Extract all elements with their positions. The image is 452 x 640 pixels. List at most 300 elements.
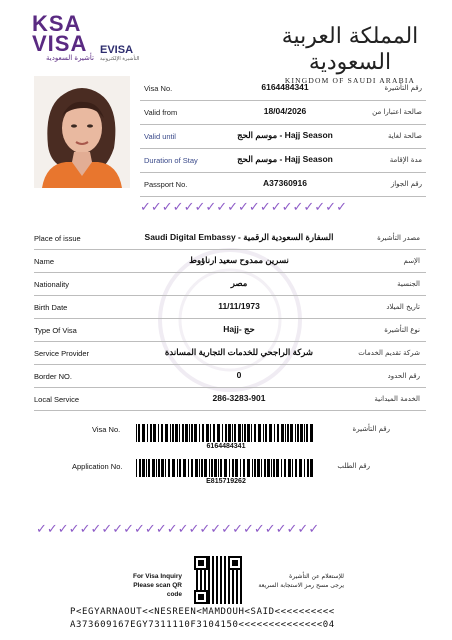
barcode-bar: [195, 459, 198, 477]
barcode-bar: [224, 459, 227, 477]
field-value: 0: [236, 370, 242, 380]
qr-module: [216, 588, 218, 590]
barcode-bar: [191, 459, 193, 477]
barcode-bar: [232, 459, 234, 477]
qr-module: [240, 572, 242, 574]
barcode-bar: [158, 459, 160, 477]
qr-module: [216, 556, 218, 558]
qr-module: [212, 564, 214, 566]
application-number-barcode: [136, 459, 316, 477]
barcode-bar: [139, 459, 141, 477]
qr-module: [220, 568, 222, 570]
qr-module: [216, 584, 218, 586]
qr-module: [208, 600, 210, 602]
qr-module: [212, 566, 214, 568]
qr-module: [208, 586, 210, 588]
barcode-visa-label-arabic: رقم التأشيرة: [352, 425, 390, 433]
barcode-bar: [261, 459, 262, 477]
field-label-arabic: شركة تقديم الخدمات: [358, 349, 420, 357]
qr-module: [212, 570, 214, 572]
inquiry-line2: Please scan QR code: [133, 582, 182, 598]
evisa-title: EVISA: [100, 44, 134, 56]
field-label-arabic: تاريخ الميلاد: [386, 303, 420, 311]
barcode-bar: [138, 424, 140, 442]
qr-module: [224, 586, 226, 588]
qr-module: [208, 578, 210, 580]
qr-module: [212, 582, 214, 584]
qr-module: [216, 598, 218, 600]
qr-module: [200, 588, 202, 590]
field-duration-of-stay: [140, 148, 426, 173]
qr-module: [236, 590, 238, 592]
qr-module: [208, 574, 210, 576]
barcode-bar: [225, 424, 227, 442]
field-label-arabic: صالحة اعتبارا من: [372, 108, 422, 116]
qr-module: [200, 574, 202, 576]
qr-module: [200, 580, 202, 582]
barcode-bar: [191, 424, 193, 442]
qr-module: [224, 570, 226, 572]
qr-module: [232, 578, 234, 580]
visa-inquiry-text: [118, 572, 182, 599]
qr-module: [228, 598, 230, 600]
field-value: Hajj- حج: [223, 324, 255, 334]
qr-module: [228, 594, 230, 596]
qr-module: [216, 568, 218, 570]
barcode-bar: [228, 424, 231, 442]
qr-module: [216, 596, 218, 598]
qr-module: [220, 586, 222, 588]
qr-module: [220, 576, 222, 578]
barcode-application-number: E815719262: [206, 478, 246, 485]
barcode-bar: [161, 424, 163, 442]
qr-module: [220, 558, 222, 560]
field-value: موسم الحج - Hajj Season: [237, 130, 333, 140]
qr-module: [240, 592, 242, 594]
qr-module: [216, 574, 218, 576]
field-border-no: [34, 364, 426, 388]
field-label: Birth Date: [34, 303, 68, 312]
qr-module: [240, 590, 242, 592]
barcode-bar: [210, 424, 211, 442]
barcode-bar: [153, 424, 156, 442]
field-value: موسم الحج - Hajj Season: [237, 154, 333, 164]
qr-module: [236, 578, 238, 580]
barcode-bar: [147, 424, 148, 442]
qr-module: [236, 572, 238, 574]
qr-module: [196, 576, 198, 578]
qr-module: [212, 576, 214, 578]
barcode-bar: [211, 459, 213, 477]
barcode-bar: [274, 424, 275, 442]
field-label: Service Provider: [34, 349, 90, 358]
qr-module: [200, 570, 202, 572]
qr-module: [220, 590, 222, 592]
barcode-bar: [177, 459, 178, 477]
qr-module: [236, 582, 238, 584]
barcode-visa-label: Visa No.: [92, 425, 121, 434]
qr-module: [240, 570, 242, 572]
qr-module: [236, 598, 238, 600]
qr-module: [240, 582, 242, 584]
qr-module: [204, 578, 206, 580]
field-label-arabic: الخدمة الميدانية: [374, 395, 420, 403]
qr-module: [212, 572, 214, 574]
qr-module: [240, 576, 242, 578]
kingdom-name-english: KINGDOM OF SAUDI ARABIA: [284, 76, 416, 85]
qr-module: [216, 586, 218, 588]
ksa-logo-tagline: تأشيرة السعودية: [46, 54, 94, 62]
barcode-bar: [136, 424, 137, 442]
qr-module: [212, 560, 214, 562]
field-label: Name: [34, 257, 55, 266]
field-valid-until: [140, 124, 426, 149]
qr-module: [236, 592, 238, 594]
qr-module: [208, 582, 210, 584]
field-value: 286-3283-901: [212, 393, 266, 403]
qr-module: [208, 558, 210, 560]
qr-module: [200, 578, 202, 580]
qr-module: [232, 576, 234, 578]
barcode-bar: [185, 424, 188, 442]
qr-module: [216, 570, 218, 572]
barcode-bar: [254, 459, 256, 477]
qr-module: [208, 588, 210, 590]
qr-module: [240, 574, 242, 576]
qr-module: [220, 598, 222, 600]
qr-module: [224, 598, 226, 600]
qr-module: [228, 602, 230, 604]
qr-module: [224, 566, 226, 568]
visa-inquiry-text-arabic: [254, 572, 344, 590]
barcode-bar: [148, 459, 150, 477]
qr-module: [224, 600, 226, 602]
barcode-bar: [234, 424, 236, 442]
barcode-bar: [156, 459, 157, 477]
barcode-bar: [235, 459, 238, 477]
qr-module: [198, 560, 204, 566]
barcode-bar: [281, 459, 282, 477]
barcode-bar: [251, 424, 252, 442]
qr-module: [232, 586, 234, 588]
barcode-bar: [310, 459, 313, 477]
qr-module: [236, 602, 238, 604]
qr-module: [220, 588, 222, 590]
qr-module: [220, 594, 222, 596]
barcode-bar: [158, 424, 159, 442]
qr-module: [204, 586, 206, 588]
barcode-bar: [267, 459, 270, 477]
qr-module: [208, 594, 210, 596]
field-value: Saudi Digital Embassy - السفارة السعودية الرقمية: [144, 232, 334, 242]
barcode-bar: [295, 459, 297, 477]
barcode-bar: [165, 459, 166, 477]
qr-module: [232, 570, 234, 572]
field-label: Valid from: [144, 108, 178, 117]
barcode-bar: [281, 424, 284, 442]
field-label: Visa No.: [144, 84, 173, 93]
qr-module: [204, 588, 206, 590]
qr-module: [240, 584, 242, 586]
security-ticks-top: ✓✓✓✓✓✓✓✓✓✓✓✓✓✓✓✓✓✓✓: [140, 200, 347, 214]
qr-module: [200, 582, 202, 584]
barcode-bar: [288, 459, 291, 477]
barcode-bar: [142, 424, 145, 442]
qr-module: [212, 574, 214, 576]
qr-module: [228, 590, 230, 592]
field-birth-date: [34, 295, 426, 319]
qr-module: [240, 588, 242, 590]
qr-module: [236, 600, 238, 602]
qr-module: [212, 588, 214, 590]
barcode-bar: [292, 459, 293, 477]
barcode-bar: [254, 424, 256, 442]
barcode-bar: [252, 459, 253, 477]
qr-module: [228, 582, 230, 584]
inquiry-qr-code[interactable]: [194, 556, 242, 604]
qr-module: [228, 576, 230, 578]
qr-module: [208, 584, 210, 586]
qr-module: [196, 586, 198, 588]
qr-module: [204, 584, 206, 586]
barcode-bar: [165, 424, 168, 442]
qr-module: [228, 592, 230, 594]
qr-module: [236, 594, 238, 596]
barcode-bar: [182, 424, 184, 442]
qr-module: [224, 596, 226, 598]
qr-module: [228, 574, 230, 576]
qr-module: [216, 578, 218, 580]
barcode-bar: [287, 424, 289, 442]
qr-module: [228, 588, 230, 590]
qr-module: [220, 596, 222, 598]
qr-module: [208, 566, 210, 568]
qr-module: [224, 578, 226, 580]
qr-module: [220, 600, 222, 602]
qr-module: [212, 590, 214, 592]
qr-module: [232, 590, 234, 592]
qr-module: [212, 578, 214, 580]
qr-module: [224, 590, 226, 592]
barcode-bar: [310, 424, 313, 442]
barcode-bar: [243, 459, 245, 477]
qr-module: [236, 596, 238, 598]
qr-module: [224, 572, 226, 574]
barcode-application-label: Application No.: [72, 462, 123, 471]
barcode-bar: [161, 459, 164, 477]
barcode-bar: [247, 424, 250, 442]
field-nationality: [34, 272, 426, 296]
barcode-bar: [290, 424, 293, 442]
qr-module: [236, 570, 238, 572]
barcode-application-label-arabic: رقم الطلب: [337, 462, 370, 470]
barcode-bar: [136, 459, 137, 477]
qr-module: [212, 556, 214, 558]
qr-module: [240, 586, 242, 588]
barcode-bar: [264, 459, 266, 477]
qr-module: [224, 576, 226, 578]
barcode-bar: [284, 459, 286, 477]
inquiry-line2-arabic: يرجى مسح رمز الاستجابة السريعة: [258, 582, 344, 589]
qr-module: [212, 592, 214, 594]
mrz-line-2: A373609167EGY7311110F3104150<<<<<<<<<<<<<<04: [70, 620, 335, 630]
ksa-logo-line1: KSA: [32, 11, 82, 36]
qr-module: [208, 596, 210, 598]
qr-module: [208, 564, 210, 566]
qr-module: [208, 562, 210, 564]
barcode-bar: [201, 459, 203, 477]
qr-module: [204, 574, 206, 576]
evisa-subtitle: التأشيرة الإلكترونية: [100, 56, 140, 62]
field-value: مصر: [230, 278, 248, 288]
field-name: [34, 249, 426, 273]
barcode-bar: [265, 424, 267, 442]
field-type-of-visa: [34, 318, 426, 342]
mrz-line-1: P<EGYARNAOUT<<NESREEN<MAMDOUH<SAID<<<<<<<<<<: [70, 607, 335, 617]
qr-module: [228, 586, 230, 588]
barcode-bar: [172, 459, 175, 477]
barcode-bar: [199, 424, 200, 442]
qr-module: [240, 580, 242, 582]
barcode-bar: [152, 459, 155, 477]
qr-module: [224, 602, 226, 604]
barcode-bar: [179, 424, 180, 442]
qr-module: [220, 572, 222, 574]
qr-module: [220, 556, 222, 558]
barcode-bar: [189, 424, 190, 442]
qr-module: [232, 582, 234, 584]
qr-module: [196, 574, 198, 576]
qr-module: [240, 600, 242, 602]
field-label: Border NO.: [34, 372, 72, 381]
qr-module: [220, 570, 222, 572]
field-label: Type Of Visa: [34, 326, 77, 335]
barcode-bar: [306, 424, 308, 442]
qr-module: [216, 590, 218, 592]
qr-module: [224, 584, 226, 586]
barcode-visa-number: 6164484341: [206, 443, 246, 450]
qr-module: [196, 588, 198, 590]
qr-module: [224, 594, 226, 596]
qr-module: [224, 588, 226, 590]
qr-module: [196, 580, 198, 582]
qr-module: [224, 568, 226, 570]
qr-module: [232, 584, 234, 586]
qr-module: [200, 584, 202, 586]
qr-module: [212, 568, 214, 570]
qr-module: [200, 576, 202, 578]
qr-module: [224, 582, 226, 584]
field-value: A37360916: [263, 178, 307, 188]
field-label-arabic: رقم الجواز: [390, 180, 422, 188]
barcode-bar: [209, 459, 210, 477]
barcode-bar: [175, 424, 178, 442]
barcode-bar: [150, 424, 152, 442]
qr-module: [236, 576, 238, 578]
qr-module: [204, 582, 206, 584]
barcode-bar: [244, 424, 246, 442]
qr-module: [208, 592, 210, 594]
qr-module: [212, 584, 214, 586]
qr-module: [216, 580, 218, 582]
barcode-bar: [146, 459, 147, 477]
qr-module: [232, 600, 234, 602]
qr-module: [232, 560, 238, 566]
field-value: نسرين ممدوح سعيد ارناؤوط: [189, 255, 289, 265]
barcode-bar: [217, 424, 220, 442]
qr-module: [200, 586, 202, 588]
field-valid-from: [140, 100, 426, 125]
qr-module: [228, 570, 230, 572]
qr-module: [204, 570, 206, 572]
qr-module: [208, 560, 210, 562]
qr-module: [208, 590, 210, 592]
qr-module: [204, 576, 206, 578]
qr-module: [224, 580, 226, 582]
qr-module: [220, 582, 222, 584]
qr-module: [232, 594, 234, 596]
field-place-of-issue: [34, 226, 426, 250]
barcode-bar: [263, 424, 264, 442]
qr-module: [228, 584, 230, 586]
barcode-bar: [269, 424, 272, 442]
barcode-bar: [220, 459, 222, 477]
security-ticks-bottom: ✓✓✓✓✓✓✓✓✓✓✓✓✓✓✓✓✓✓✓✓✓✓✓✓✓✓: [36, 522, 320, 536]
barcode-bar: [188, 459, 189, 477]
qr-module: [216, 594, 218, 596]
barcode-bar: [172, 424, 174, 442]
qr-module: [224, 564, 226, 566]
qr-module: [208, 576, 210, 578]
barcode-bar: [247, 459, 250, 477]
holder-photo: [34, 76, 130, 188]
qr-module: [208, 572, 210, 574]
qr-module: [220, 560, 222, 562]
field-label-arabic: الإسم: [403, 257, 420, 265]
qr-module: [216, 558, 218, 560]
field-label: Passport No.: [144, 180, 188, 189]
qr-module: [216, 572, 218, 574]
qr-module: [220, 584, 222, 586]
field-label: Place of issue: [34, 234, 81, 243]
barcode-bar: [304, 424, 305, 442]
qr-module: [232, 592, 234, 594]
qr-module: [216, 576, 218, 578]
qr-module: [212, 598, 214, 600]
qr-module: [212, 580, 214, 582]
qr-module: [220, 574, 222, 576]
barcode-bar: [257, 459, 260, 477]
barcode-bar: [168, 459, 170, 477]
qr-module: [236, 586, 238, 588]
qr-module: [228, 580, 230, 582]
qr-module: [232, 580, 234, 582]
barcode-bar: [238, 424, 241, 442]
qr-module: [220, 578, 222, 580]
qr-module: [196, 570, 198, 572]
barcode-bar: [229, 459, 230, 477]
qr-module: [240, 596, 242, 598]
qr-module: [216, 602, 218, 604]
qr-module: [220, 602, 222, 604]
qr-module: [236, 584, 238, 586]
inquiry-line1-arabic: للإستعلام عن التأشيرة: [289, 573, 344, 580]
qr-module: [224, 574, 226, 576]
qr-module: [212, 586, 214, 588]
qr-module: [224, 556, 226, 558]
qr-module: [208, 580, 210, 582]
barcode-bar: [142, 459, 145, 477]
